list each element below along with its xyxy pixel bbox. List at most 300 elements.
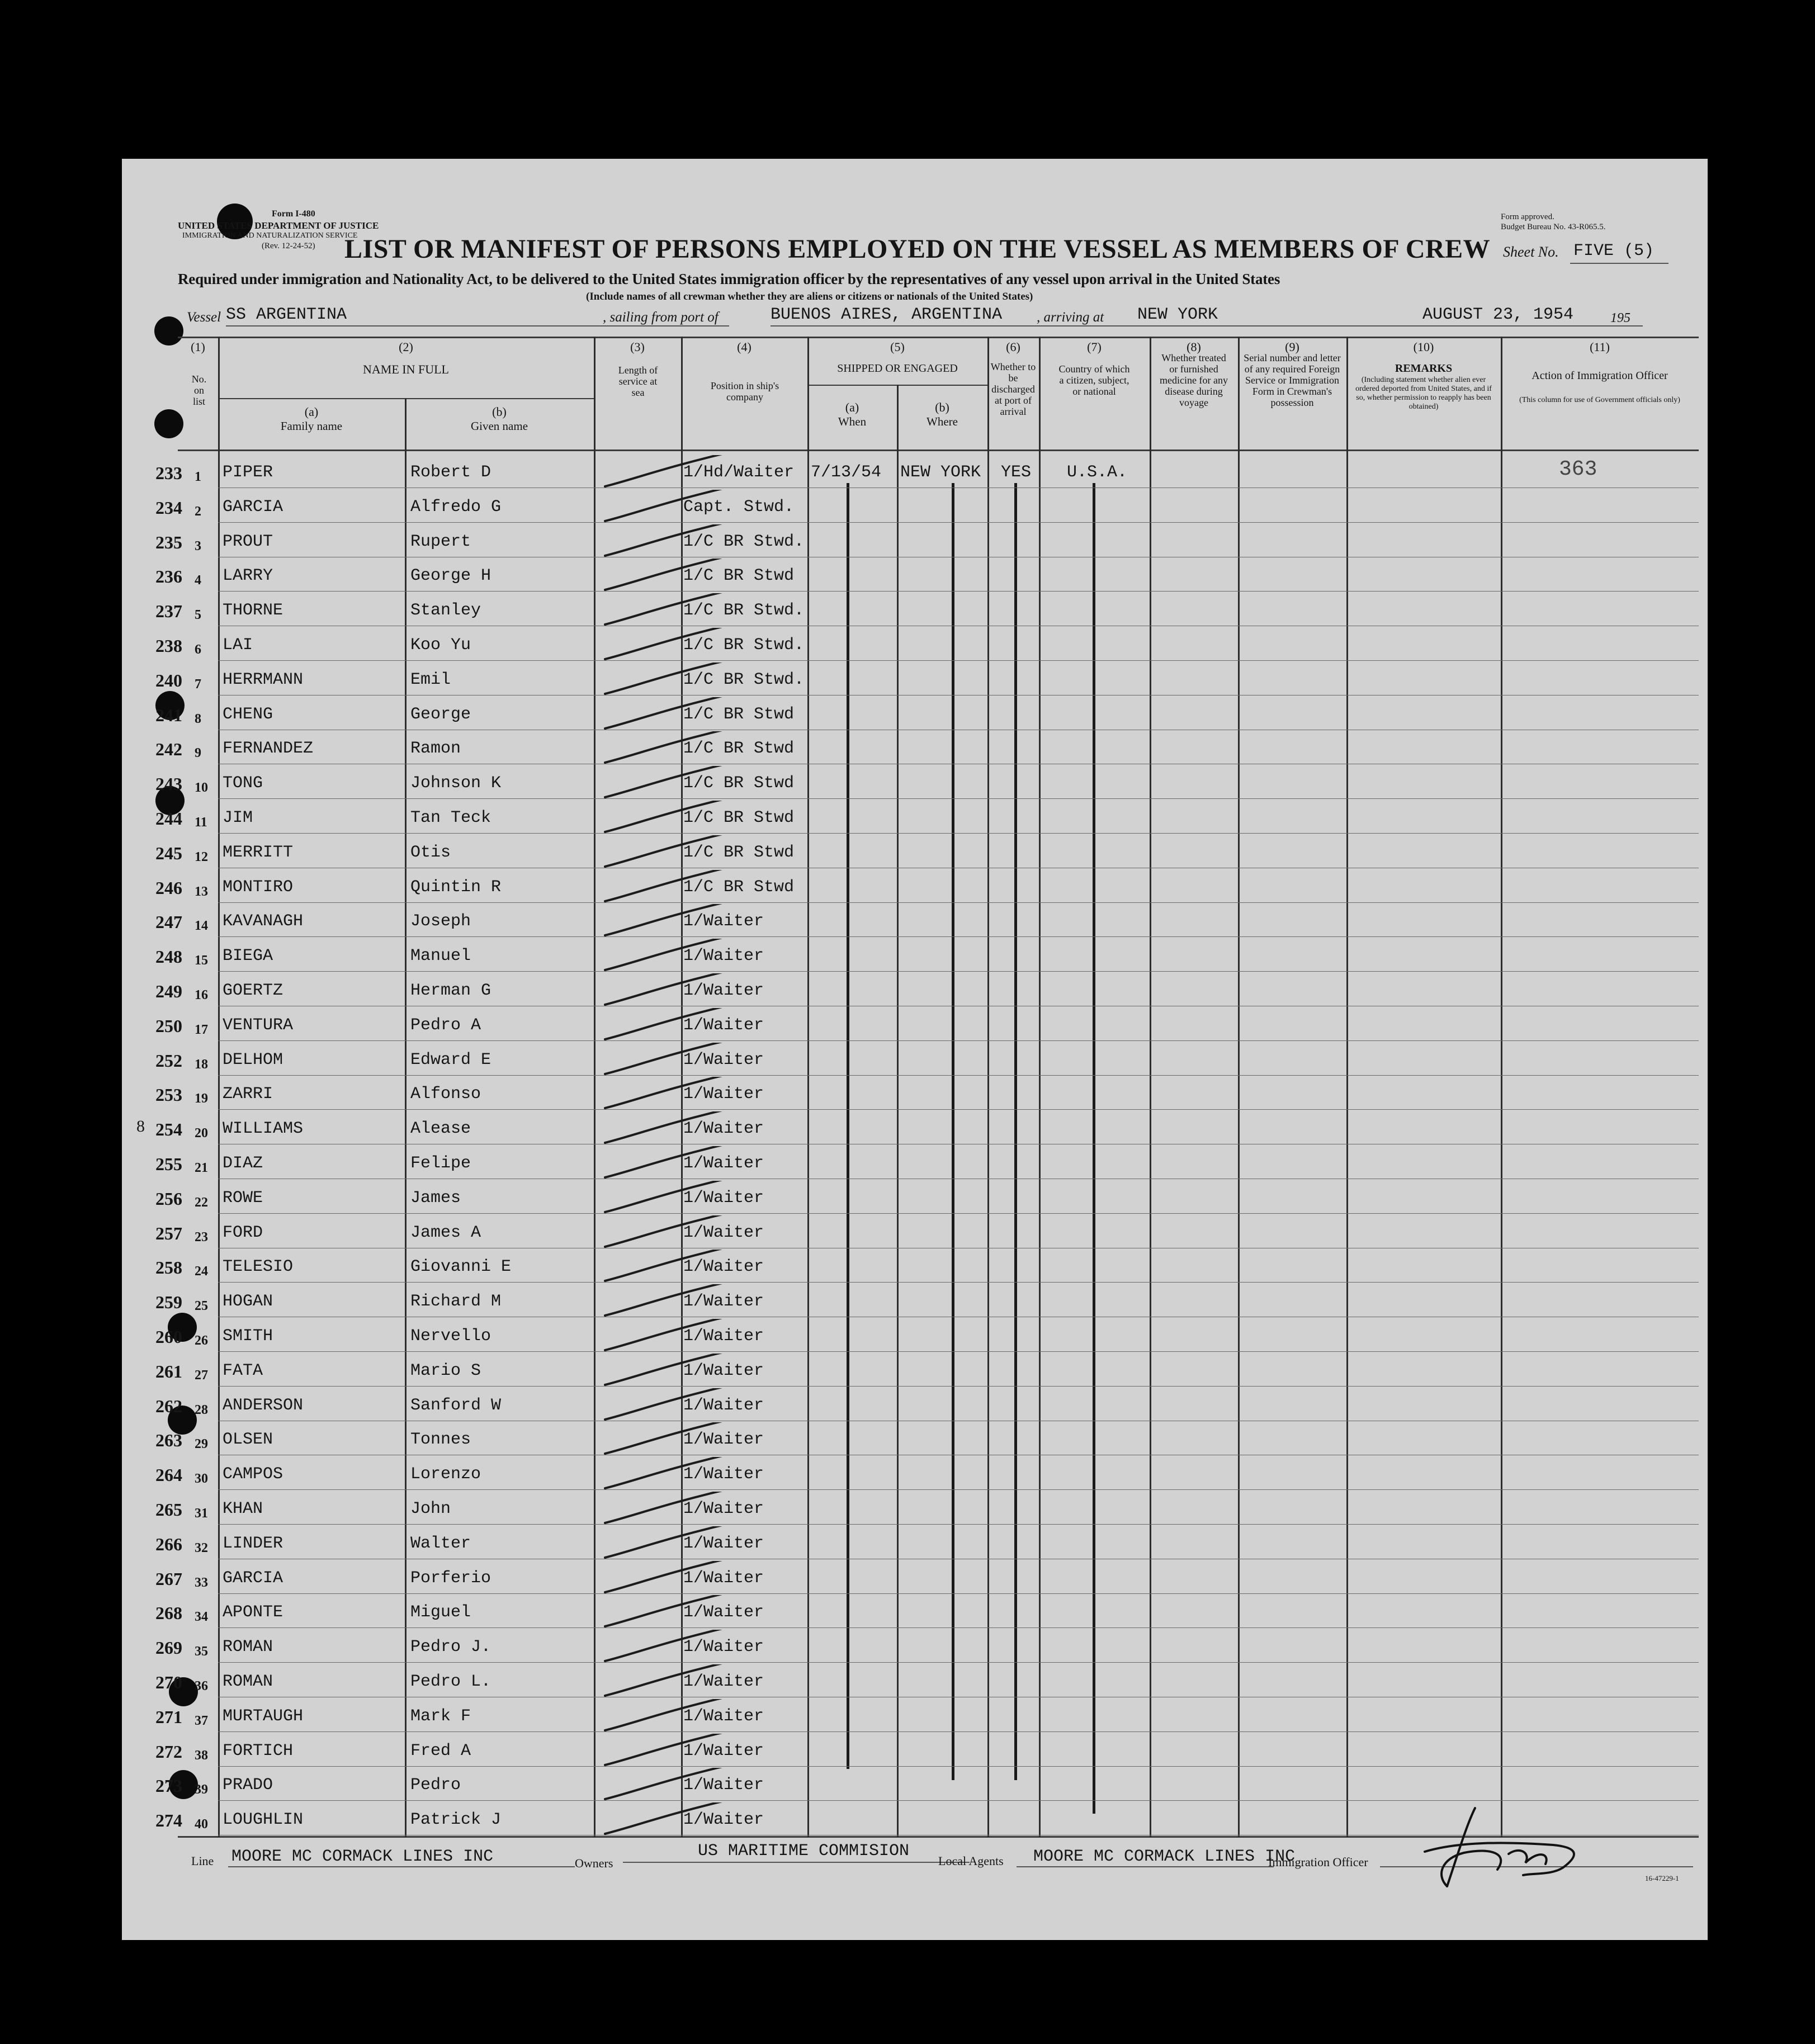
ship-position: 1/C BR Stwd. [683, 636, 805, 655]
col-4-header: Position in ship's company [710, 380, 779, 403]
ship-position: 1/Waiter [683, 912, 764, 931]
line-label: Line [191, 1854, 214, 1868]
ship-position: 1/C BR Stwd [683, 774, 795, 793]
sheet-underline [1570, 263, 1669, 264]
sheet-number: FIVE (5) [1573, 242, 1655, 261]
row-rule [218, 591, 1699, 592]
given-name: Nervello [410, 1327, 491, 1346]
service-slash-mark [598, 455, 732, 489]
given-name: Felipe [410, 1154, 471, 1173]
row-rule [218, 1662, 1699, 1663]
ship-position: Capt. Stwd. [683, 497, 795, 517]
list-number: 271 [155, 1706, 182, 1727]
table-row [122, 593, 1708, 627]
ship-position: 1/Waiter [683, 1568, 764, 1588]
given-name: George H [410, 566, 491, 586]
list-number: 247 [155, 912, 182, 933]
col-7-number: (7) [1087, 340, 1102, 354]
given-name: Otis [410, 843, 451, 862]
list-number: 269 [155, 1638, 182, 1658]
col-6-header: Whether to be discharged at port of arrival [990, 361, 1036, 417]
family-name: PIPER [223, 463, 273, 482]
list-number: 241 [155, 704, 182, 725]
table-row [122, 835, 1708, 869]
col-5b-header: Where [927, 415, 958, 428]
arrival-date: AUGUST 23, 1954 [1422, 305, 1574, 324]
list-number: 235 [155, 532, 182, 552]
given-name: Lorenzo [410, 1465, 481, 1484]
list-number: 264 [155, 1465, 182, 1485]
ship-position: 1/C BR Stwd [683, 808, 795, 827]
table-row [122, 766, 1708, 799]
table-row [122, 1215, 1708, 1249]
given-name: Sanford W [410, 1395, 502, 1415]
col-11-note: (This column for use of Government officials only) [1519, 396, 1680, 404]
family-name: TELESIO [223, 1257, 294, 1277]
line-number: 6 [195, 642, 201, 657]
list-number: 260 [155, 1327, 182, 1347]
list-number: 274 [155, 1810, 182, 1831]
family-name: JIM [223, 808, 253, 827]
list-number: 266 [155, 1534, 182, 1554]
given-name: Quintin R [410, 877, 502, 897]
family-name: LAI [223, 636, 253, 655]
ship-position: 1/Waiter [683, 1465, 764, 1484]
punch-hole [154, 409, 183, 438]
line-number: 20 [195, 1126, 208, 1141]
agency-line-1: UNITED STATES DEPARTMENT OF JUSTICE [178, 220, 379, 231]
line-number: 11 [195, 815, 207, 830]
family-name: MONTIRO [223, 877, 294, 897]
service-slash-mark [598, 490, 732, 523]
col-10-number: (10) [1413, 340, 1434, 354]
vessel-underline [226, 325, 729, 327]
row-rule [218, 1766, 1699, 1767]
service-slash-mark [598, 939, 732, 972]
approval-line-2: Budget Bureau No. 43-R065.5. [1501, 223, 1606, 231]
manifest-sheet [122, 159, 1708, 1940]
service-slash-mark [598, 1457, 732, 1491]
service-slash-mark [598, 1250, 732, 1283]
table-row [122, 1595, 1708, 1629]
officer-signature [1414, 1791, 1598, 1898]
given-name: John [410, 1499, 451, 1518]
service-slash-mark [598, 1043, 732, 1076]
given-name: Herman G [410, 981, 491, 1000]
service-slash-mark [598, 1181, 732, 1214]
service-slash-mark [598, 524, 732, 558]
service-slash-mark [598, 1526, 732, 1560]
given-name: Koo Yu [410, 636, 471, 655]
service-slash-mark [598, 1077, 732, 1110]
given-name: Stanley [410, 601, 481, 621]
list-number: 270 [155, 1672, 182, 1692]
ship-position: 1/C BR Stwd [683, 877, 795, 897]
table-row [122, 1734, 1708, 1767]
sheet-label: Sheet No. [1503, 244, 1559, 260]
service-slash-mark [598, 904, 732, 938]
given-name: Edward E [410, 1050, 491, 1070]
agency-line-2: IMMIGRATION AND NATURALIZATION SERVICE [182, 231, 358, 240]
family-name: FERNANDEZ [223, 739, 314, 759]
given-name: Joseph [410, 912, 471, 931]
ship-position: 1/C BR Stwd. [683, 532, 805, 551]
ship-position: 1/Waiter [683, 1776, 764, 1795]
service-slash-mark [598, 1284, 732, 1318]
row-rule [218, 660, 1699, 661]
ship-position: 1/Waiter [683, 1015, 764, 1035]
given-name: Robert D [410, 463, 491, 482]
line-number: 2 [195, 504, 201, 519]
margin-note: 8 [136, 1117, 145, 1135]
ship-position: 1/Waiter [683, 981, 764, 1000]
table-row [122, 697, 1708, 731]
list-number: 236 [155, 566, 182, 587]
list-number: 250 [155, 1015, 182, 1036]
officer-action: 363 [1559, 457, 1597, 481]
service-slash-mark [598, 870, 732, 903]
table-row [122, 490, 1708, 523]
family-name: MERRITT [223, 843, 294, 862]
col-5a-letter: (a) [845, 400, 859, 414]
service-slash-mark [598, 1492, 732, 1525]
line-underline [228, 1866, 575, 1867]
family-name: ROMAN [223, 1672, 273, 1691]
list-number: 253 [155, 1085, 182, 1105]
line-number: 32 [195, 1540, 208, 1555]
table-row [122, 801, 1708, 834]
table-row [122, 973, 1708, 1007]
given-name: Pedro [410, 1776, 461, 1795]
shipped-when: 7/13/54 [811, 463, 882, 482]
service-slash-mark [598, 1354, 732, 1387]
family-name: TONG [223, 774, 263, 793]
row-rule [218, 936, 1699, 937]
col-2a-letter: (a) [304, 405, 319, 419]
service-slash-mark [598, 835, 732, 869]
given-name: Pedro A [410, 1015, 481, 1035]
service-slash-mark [598, 766, 732, 799]
table-row [122, 1111, 1708, 1145]
family-name: DELHOM [223, 1050, 283, 1070]
family-name: VENTURA [223, 1015, 294, 1035]
col-2-number: (2) [399, 340, 413, 354]
family-name: GARCIA [223, 497, 283, 517]
list-number: 233 [155, 463, 182, 483]
form-number: Form I-480 [272, 209, 315, 219]
ship-position: 1/C BR Stwd. [683, 601, 805, 621]
table-row [122, 1146, 1708, 1180]
given-name: Pedro J. [410, 1638, 491, 1657]
family-name: CAMPOS [223, 1465, 283, 1484]
family-name: FORTICH [223, 1741, 294, 1761]
list-number: 261 [155, 1361, 182, 1381]
given-name: James A [410, 1223, 481, 1242]
table-row [122, 1561, 1708, 1594]
service-slash-mark [598, 1215, 732, 1249]
list-number: 255 [155, 1154, 182, 1174]
family-name: ANDERSON [223, 1395, 304, 1415]
col-2a-header: Family name [280, 419, 343, 433]
ship-position: 1/Waiter [683, 1361, 764, 1380]
table-row [122, 904, 1708, 938]
family-name: FATA [223, 1361, 263, 1380]
service-slash-mark [598, 973, 732, 1007]
given-name: Rupert [410, 532, 471, 551]
col-1-number: (1) [191, 340, 205, 354]
col-11-header: Action of Immigration Officer [1532, 370, 1668, 382]
col-11-number: (11) [1590, 340, 1610, 354]
list-number: 252 [155, 1050, 182, 1071]
service-slash-mark [598, 1734, 732, 1767]
list-number: 237 [155, 601, 182, 622]
line-number: 22 [195, 1195, 208, 1210]
family-name: CHENG [223, 704, 273, 724]
approval-line-1: Form approved. [1501, 212, 1554, 221]
vessel-name: SS ARGENTINA [226, 305, 347, 324]
manifest-subtitle: Required under immigration and Nationality Act, to be delivered to the United States immigration officer by the representatives of any vessel upon arrival in the United States [178, 271, 1280, 287]
table-row [122, 1388, 1708, 1422]
service-slash-mark [598, 697, 732, 731]
line-number: 13 [195, 884, 208, 899]
list-number: 243 [155, 774, 182, 794]
list-number: 265 [155, 1499, 182, 1520]
officer-label: Immigration Officer [1268, 1855, 1368, 1869]
family-name: ROWE [223, 1188, 263, 1208]
table-row [122, 1492, 1708, 1525]
service-slash-mark [598, 1319, 732, 1352]
list-number: 245 [155, 843, 182, 863]
ship-position: 1/Waiter [683, 1672, 764, 1691]
service-slash-mark [598, 1008, 732, 1042]
family-name: THORNE [223, 601, 283, 621]
sailing-port: BUENOS AIRES, ARGENTINA [771, 305, 1003, 324]
list-number: 244 [155, 808, 182, 829]
line-number: 35 [195, 1644, 208, 1659]
family-name: KAVANAGH [223, 912, 304, 931]
col-5-number: (5) [890, 340, 905, 354]
table-row [122, 1077, 1708, 1110]
given-name: Richard M [410, 1292, 502, 1312]
line-number: 7 [195, 676, 201, 692]
row-rule [218, 902, 1699, 903]
table-row [122, 870, 1708, 903]
table-row [122, 455, 1708, 489]
table-row [122, 1699, 1708, 1733]
col-5b-letter: (b) [935, 400, 949, 414]
list-number: 262 [155, 1395, 182, 1416]
ship-position: 1/Waiter [683, 1050, 764, 1070]
family-name: BIEGA [223, 947, 273, 966]
col-4-number: (4) [737, 340, 751, 354]
line-number: 28 [195, 1402, 208, 1417]
col-2b-letter: (b) [492, 405, 507, 419]
list-number: 246 [155, 877, 182, 898]
list-number: 248 [155, 947, 182, 967]
family-name: PROUT [223, 532, 273, 551]
family-name: HERRMANN [223, 670, 304, 689]
table-row [122, 939, 1708, 972]
service-slash-mark [598, 663, 732, 696]
family-name: PRADO [223, 1776, 273, 1795]
service-slash-mark [598, 1422, 732, 1456]
manifest-title: LIST OR MANIFEST OF PERSONS EMPLOYED ON THE VESSEL AS MEMBERS OF CREW [344, 234, 1491, 264]
table-row [122, 731, 1708, 765]
given-name: Patrick J [410, 1810, 502, 1830]
ship-position: 1/Waiter [683, 1085, 764, 1104]
line-number: 3 [195, 538, 201, 553]
service-slash-mark [598, 1561, 732, 1594]
col-10-note: (Including statement whether alien ever ordered deported from United States, and if so, whether permission to reapply has been obtained) [1355, 376, 1492, 411]
citizenship-country: U.S.A. [1067, 463, 1128, 482]
table-row [122, 1319, 1708, 1352]
line-number: 4 [195, 573, 201, 588]
family-name: FORD [223, 1223, 263, 1242]
line-number: 9 [195, 746, 201, 761]
list-number: 259 [155, 1292, 182, 1313]
col-8-number: (8) [1187, 340, 1201, 354]
ship-position: 1/Waiter [683, 1430, 764, 1450]
row-rule [218, 1040, 1699, 1041]
table-row [122, 663, 1708, 696]
list-number: 272 [155, 1741, 182, 1762]
discharged-flag: YES [1001, 463, 1032, 482]
table-row [122, 1354, 1708, 1387]
line-number: 23 [195, 1229, 208, 1245]
line-number: 19 [195, 1091, 208, 1106]
table-row [122, 1526, 1708, 1560]
row-rule [218, 1489, 1699, 1490]
service-slash-mark [598, 1802, 732, 1836]
service-slash-mark [598, 1768, 732, 1801]
list-number: 240 [155, 670, 182, 690]
line-number: 25 [195, 1299, 208, 1314]
family-name: LINDER [223, 1534, 283, 1553]
line-value: MOORE MC CORMACK LINES INC [231, 1847, 494, 1866]
sailing-underline [771, 325, 1145, 327]
service-slash-mark [598, 1146, 732, 1180]
owners-underline [623, 1862, 970, 1863]
ship-position: 1/Waiter [683, 1499, 764, 1518]
col-3-header: Length of service at sea [618, 365, 658, 398]
line-number: 8 [195, 711, 201, 726]
agents-label: Local Agents [938, 1854, 1004, 1868]
ship-position: 1/Waiter [683, 1741, 764, 1761]
ship-position: 1/Waiter [683, 1223, 764, 1242]
service-slash-mark [598, 1630, 732, 1663]
agents-underline [1017, 1866, 1274, 1867]
table-row [122, 524, 1708, 558]
col-10-header: REMARKS [1395, 362, 1453, 375]
service-slash-mark [598, 1111, 732, 1145]
line-number: 27 [195, 1368, 208, 1383]
list-number: 242 [155, 739, 182, 760]
row-rule [218, 1351, 1699, 1352]
service-slash-mark [598, 1595, 732, 1629]
year-suffix: 195 [1610, 311, 1630, 325]
arriving-label: , arriving at [1037, 310, 1104, 325]
ship-position: 1/Waiter [683, 1327, 764, 1346]
given-name: Ramon [410, 739, 461, 759]
col-9-header: Serial number and letter of any required Foreign Service or Immigration Form in Crewman's possession [1244, 352, 1341, 408]
line-number: 40 [195, 1817, 208, 1832]
row-rule [218, 1109, 1699, 1110]
line-number: 26 [195, 1333, 208, 1348]
given-name: Porferio [410, 1568, 491, 1588]
line-number: 37 [195, 1713, 208, 1728]
table-row [122, 1630, 1708, 1663]
ship-position: 1/C BR Stwd [683, 566, 795, 586]
row-rule [218, 1524, 1699, 1525]
family-name: SMITH [223, 1327, 273, 1346]
list-number: 254 [155, 1119, 182, 1140]
given-name: Walter [410, 1534, 471, 1553]
family-name: LARRY [223, 566, 273, 586]
service-slash-mark [598, 559, 732, 592]
arriving-port: NEW YORK [1137, 305, 1218, 324]
ship-position: 1/Waiter [683, 1395, 764, 1415]
line-number: 34 [195, 1610, 208, 1625]
family-name: HOGAN [223, 1292, 273, 1312]
row-rule [218, 522, 1699, 523]
owners-label: Owners [575, 1856, 613, 1870]
line-number: 38 [195, 1748, 208, 1763]
shipped-where: NEW YORK [900, 463, 981, 482]
given-name: George [410, 704, 471, 724]
col-3-number: (3) [630, 340, 645, 354]
table-row [122, 1250, 1708, 1283]
family-name: ROMAN [223, 1638, 273, 1657]
row-rule [218, 1282, 1699, 1283]
ship-position: 1/Waiter [683, 947, 764, 966]
service-slash-mark [598, 1699, 732, 1733]
line-number: 1 [195, 470, 201, 484]
list-number: 263 [155, 1430, 182, 1451]
list-number: 267 [155, 1568, 182, 1589]
col-6-number: (6) [1006, 340, 1020, 354]
line-number: 10 [195, 780, 208, 796]
given-name: Miguel [410, 1603, 471, 1622]
ship-position: 1/C BR Stwd [683, 843, 795, 862]
service-slash-mark [598, 1664, 732, 1698]
table-row [122, 559, 1708, 592]
ship-position: 1/Waiter [683, 1534, 764, 1553]
given-name: Johnson K [410, 774, 502, 793]
line-number: 39 [195, 1782, 208, 1797]
list-number: 256 [155, 1188, 182, 1209]
family-name: DIAZ [223, 1154, 263, 1173]
table-row [122, 1422, 1708, 1456]
line-number: 33 [195, 1575, 208, 1590]
col-9-number: (9) [1285, 340, 1299, 354]
col-5-header: SHIPPED OR ENGAGED [837, 362, 958, 375]
col-5a-header: When [838, 415, 867, 428]
family-name: MURTAUGH [223, 1706, 304, 1726]
vessel-label: Vessel [187, 310, 221, 325]
ship-position: 1/Waiter [683, 1154, 764, 1173]
row-rule [218, 1386, 1699, 1387]
service-slash-mark [598, 593, 732, 627]
list-number: 238 [155, 636, 182, 656]
line-number: 30 [195, 1472, 208, 1487]
row-rule [218, 1627, 1699, 1628]
given-name: Alfonso [410, 1085, 481, 1104]
ship-position: 1/C BR Stwd [683, 704, 795, 724]
line-number: 18 [195, 1057, 208, 1072]
row-rule [218, 833, 1699, 834]
list-number: 257 [155, 1223, 182, 1243]
date-underline [1419, 325, 1643, 327]
